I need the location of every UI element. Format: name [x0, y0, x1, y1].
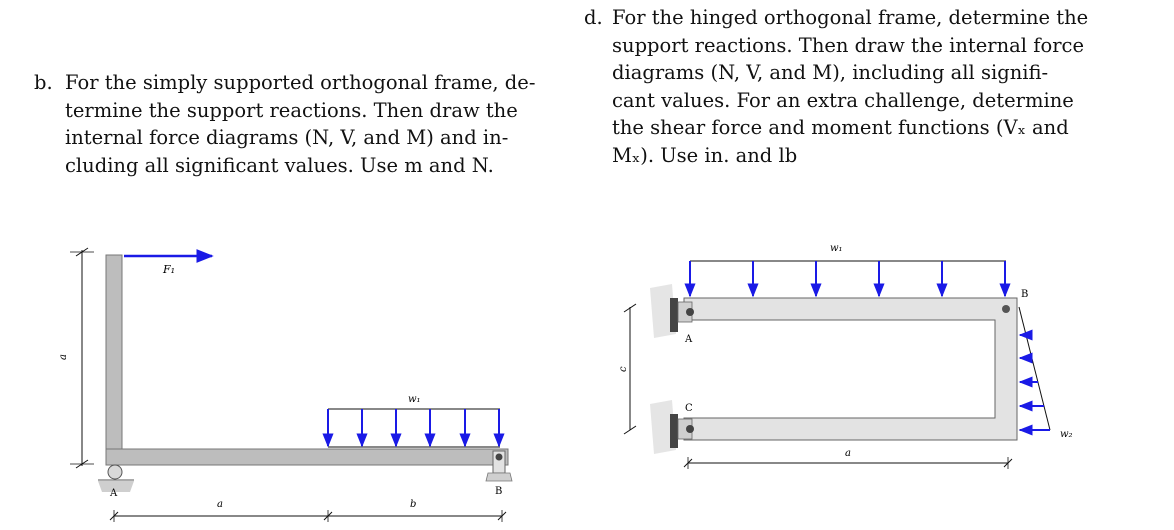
support-a-d [670, 298, 694, 345]
problem-d-line: the shear force and moment functions (Vₓ and [612, 116, 1069, 139]
problem-b-line: For the simply supported orthogonal frame, de- [65, 71, 536, 94]
support-a-b-label: A [110, 488, 118, 499]
support-a-d-label: A [685, 334, 693, 345]
dim-height-d [618, 304, 636, 434]
dim-height-b-label: a [58, 354, 69, 360]
problem-d-line: diagrams (N, V, and M), including all signifi- [612, 61, 1049, 84]
problem-d-label: d. [584, 6, 603, 29]
point-b-d-label: B [1021, 289, 1029, 300]
support-c-d [670, 403, 694, 448]
dim-width-d [684, 448, 1012, 469]
load-w2-d [1019, 307, 1073, 440]
problem-d-line: Mₓ). Use in. and lb [612, 143, 798, 167]
problem-d-line: support reactions. Then draw the internal force [612, 33, 1084, 57]
load-w1-d-label: w₁ [830, 243, 843, 254]
dim-right-b-label: b [410, 499, 417, 510]
load-w2-d-label: w₂ [1060, 429, 1073, 440]
problem-b-label: b. [34, 71, 53, 94]
support-b-b-label: B [495, 486, 503, 497]
problem-b-line: termine the support reactions. Then draw the [65, 98, 518, 122]
dim-width-d-label: a [845, 448, 851, 459]
load-w1-d [690, 243, 1006, 296]
problem-d-line: cant values. For an extra challenge, determine [612, 88, 1074, 112]
support-c-d-label: C [685, 403, 693, 414]
frame-d [684, 298, 1017, 440]
problem-d-line: For the hinged orthogonal frame, determine the [612, 6, 1089, 29]
dim-left-b-label: a [217, 499, 223, 510]
force-f1-label: F₁ [163, 263, 176, 276]
load-w1-b-label: w₁ [408, 394, 421, 405]
problem-b-line: internal force diagrams (N, V, and M) and in- [65, 126, 509, 149]
problem-b-line: cluding all significant values. Use m and N. [65, 153, 494, 177]
dim-height-d-label: c [618, 366, 629, 372]
